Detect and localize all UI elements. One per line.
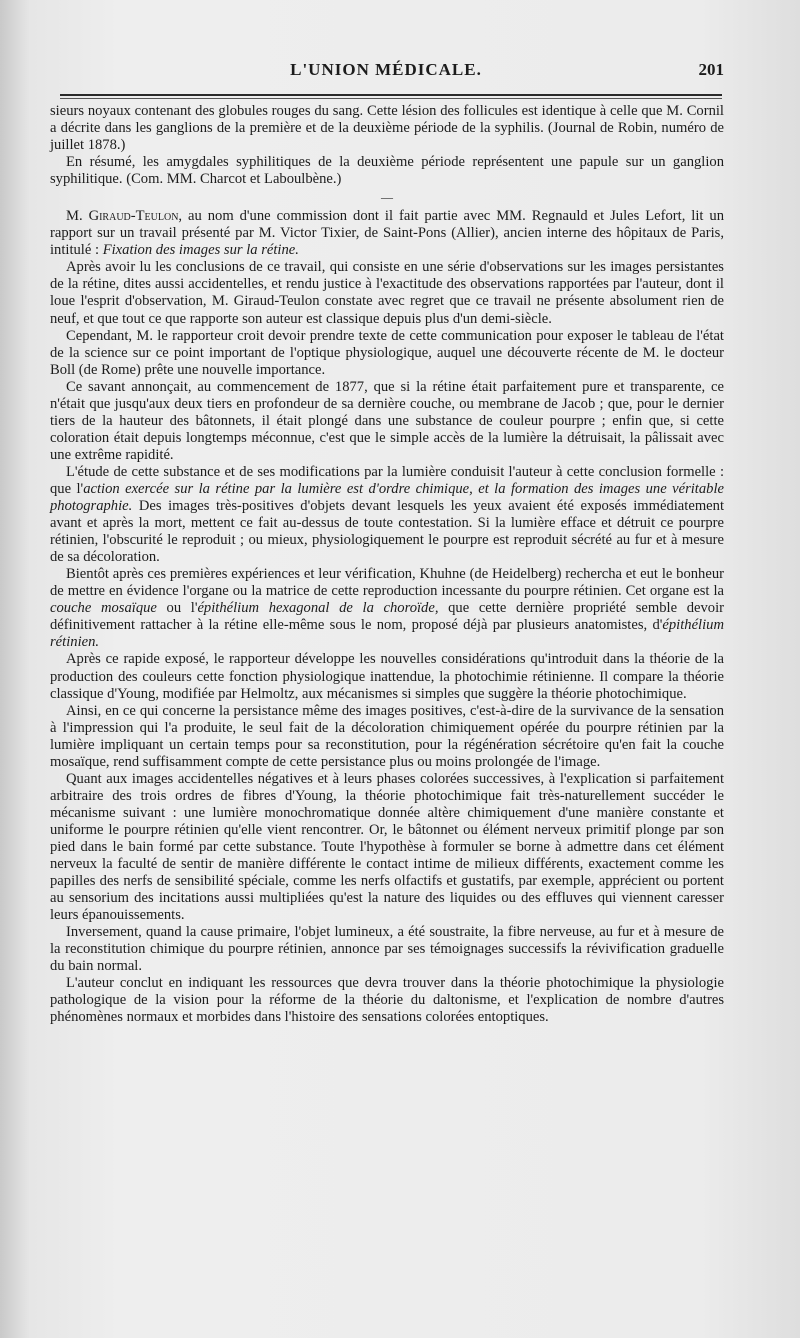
paragraph-5 [50,328,724,379]
section-separator: — [381,190,393,205]
paragraph-3-text: au nom d'une commission dont il fait partie avec MM. Regnauld et Jules Lefort, lit un rapport sur un travail présenté par M. Victor Tixier, de Saint-Pons (Allier), ancien interne des hôpitaux de Paris, intitulé : [50,208,724,259]
paragraph-7 [50,464,724,566]
paragraph-7-italic: action exercée sur la rétine par la lumière est d'ordre chimique, et la formation des images une véritable photographie. [50,480,724,515]
page-header [48,56,724,86]
paragraph-13-text: L'auteur conclut en indiquant les ressources que devra trouver dans la théorie photochimique la physiologie pathologique de la vision pour la réforme de la théorie du daltonisme, et l'explication de nombre d'autres phénomènes normaux et morbides dans l'histoire des sensations colorées entoptiques. [50,975,724,1026]
paragraph-5-text: Cependant, M. le rapporteur croit devoir prendre texte de cette communication pour exposer le tableau de l'état de la science sur ce point important de l'optique physiologique, auquel une découverte récente de M. le docteur Boll (de Rome) prête une nouvelle importance. [50,327,724,378]
speaker-name: M. Giraud-Teulon, [66,208,183,225]
header-rule-thin [60,98,722,99]
paragraph-8-italic-2: épithélium hexagonal de la choroïde, [197,600,439,617]
paragraph-3 [50,208,724,259]
body-text [50,103,724,1026]
paragraph-12 [50,924,724,975]
paragraph-7-text-a: L'étude de cette substance et de ses modifications par la lumière conduisit l'auteur à cette conclusion formelle : que l' [50,463,724,497]
paragraph-9 [50,651,724,702]
paragraph-8-text-b: ou l' [156,600,198,617]
paragraph-11-text: Quant aux images accidentelles négatives et à leurs phases colorées successives, à l'explication si parfaitement arbitraire des trois ordres de fibres d'Young, la théorie photochimique fait très-naturellement succéder le mécanisme suivant : une lumière monochromatique donnée altère chimiquement d'une manière constante et uniforme le pourpre rétinien qu'elle vient rencontrer. Or, le bâtonnet ou élément nerveux primitif plonge par son pied dans le bain formé par cette substance. Toute l'hypothèse à formuler se borne à admettre dans cet élément nerveux la faculté de sentir de manière différente le contact intime de milieux différents, exactement comme les papilles des nerfs de sensibilité spéciale, comme les nerfs olfactifs et gustatifs, par exemple, apprécient ou portent au sensorium des incitations aussi multipliées qu'est la nature des liquides ou des effluves qui viennent caresser leurs épanouissements. [50,770,724,924]
paragraph-9-text: Après ce rapide exposé, le rapporteur développe les nouvelles considérations qu'introduit dans la théorie de la production des couleurs cette fonction physiologique inattendue, la photochimie rétinienne. Il compare la théorie classique d'Young, modifiée par Helmoltz, aux mécanismes si simples que suggère la théorie photochimique. [50,651,724,702]
paragraph-2 [50,154,724,188]
paragraph-8-text-a: Bientôt après ces premières expériences et leur vérification, Khuhne (de Heidelberg) rechercha et eut le bonheur de mettre en évidence l'organe ou la matrice de cette reproduction incessante du pourpre rétinien. Cet organe est la [50,566,724,600]
paragraph-4-text: Après avoir lu les conclusions de ce travail, qui consiste en une série d'observations sur les images persistantes de la rétine, dites aussi accidentelles, et rendu justice à l'exactitude des observations rapportées par l'auteur, dont il loue l'esprit d'observation, M. Giraud-Teulon constate avec regret que ce travail ne présente absolument rien de neuf, et que tout ce que rapporte son auteur est classique depuis plus d'un demi-siècle. [50,259,724,327]
paragraph-10-text: Ainsi, en ce qui concerne la persistance même des images positives, c'est-à-dire de la survivance de la sensation à l'impression qui l'a produite, le seul fait de la décoloration chimiquement opérée du pourpre rétinien par la lumière impliquant un certain temps pour sa reconstitution, pour la régénération sécrétoire qu'en fait la couche mosaïque, rend suffisamment compte de cette persistance plus ou moins prolongée de l'image. [50,702,724,770]
paper-title: Fixation des images sur la rétine. [102,242,299,259]
running-title: L'UNION MÉDICALE. [290,60,482,79]
paragraph-12-text: Inversement, quand la cause primaire, l'objet lumineux, a été soustraite, la fibre nerveuse, au fur et à mesure de la reconstitution chimique du pourpre rétinien, annonce par ses témoignages successifs la révivification graduelle du bain normal. [50,924,724,975]
header-rule [60,94,722,96]
paragraph-1 [50,103,724,154]
paragraph-1-text: sieurs noyaux contenant des globules rouges du sang. Cette lésion des follicules est identique à celle que M. Cornil a décrite dans les ganglions de la première et de la deuxième période de la syphilis. (Journal de Robin, numéro de juillet 1878.) [50,103,724,154]
paragraph-8-italic-1: couche mosaïque [50,600,157,617]
page-number: 201 [698,60,724,79]
paragraph-10 [50,703,724,771]
paragraph-6 [50,379,724,464]
paragraph-7-text-b: Des images très-positives d'objets devant lesquels les yeux avaient été exposés immédiatement avant et après la mort, mettent ce fait au-dessus de toute contestation. Si la lumière efface et détruit ce pourpre rétinien, l'obscurité le reproduit ; ou mieux, physiologiquement le pourpre est reproduit sécrété au fur et à mesure de sa décoloration. [50,498,724,566]
paragraph-4 [50,259,724,327]
paragraph-13 [50,975,724,1026]
paragraph-8-text-c: que cette dernière propriété semble devoir définitivement rattacher à la rétine elle-même sous le nom, proposé déjà par plusieurs anatomistes, d' [50,600,724,634]
paragraph-6-text: Ce savant annonçait, au commencement de 1877, que si la rétine était parfaitement pure et transparente, ce n'était que jusqu'aux deux tiers en profondeur de sa dernière couche, ou membrane de Jacob ; que, pour le dernier tiers de la hauteur des bâtonnets, il était plongé dans une substance de couleur pourpre ; enfin que, si cette coloration était depuis longtemps méconnue, c'est que le simple accès de la lumière la détruisait, la pâlissait avec une extrême rapidité. [50,378,724,463]
paragraph-8 [50,566,724,651]
paragraph-2-text: En résumé, les amygdales syphilitiques de la deuxième période représentent une papule sur un ganglion syphilitique. (Com. MM. Charcot et Laboulbène.) [50,154,724,188]
paragraph-11 [50,771,724,924]
paragraph-8-italic-3: épithélium rétinien. [50,617,724,651]
